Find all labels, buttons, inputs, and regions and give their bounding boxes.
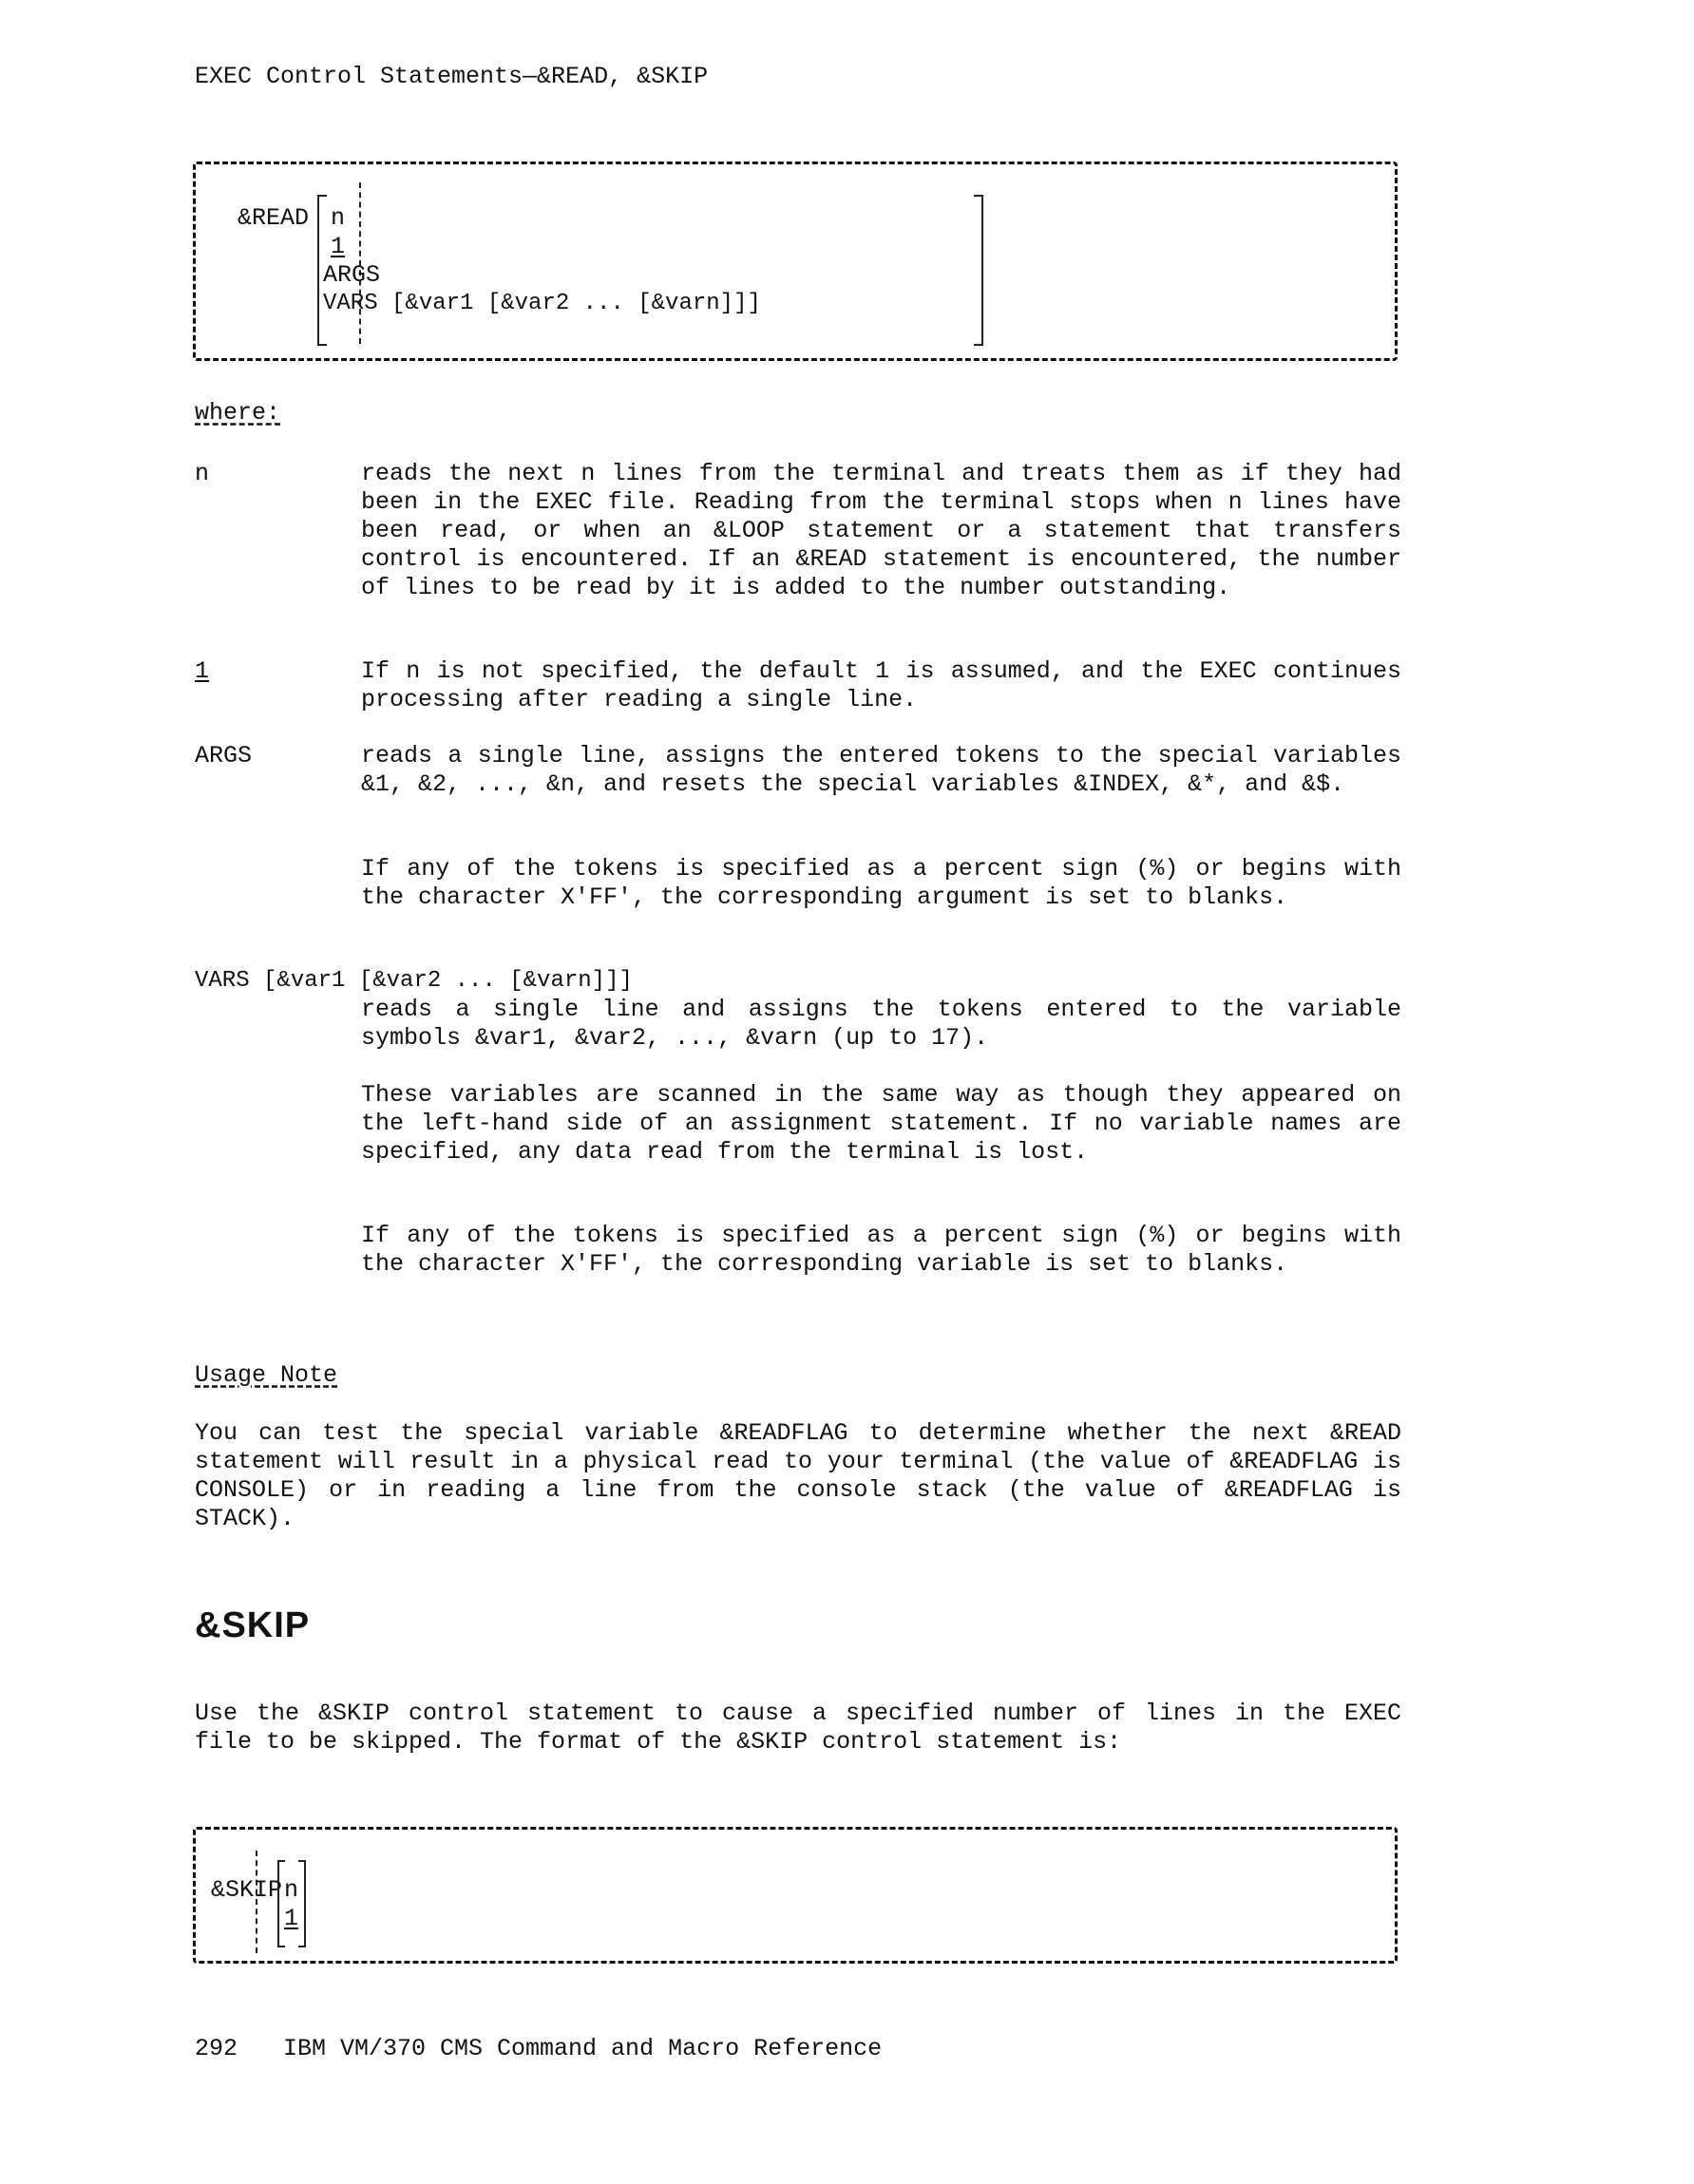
definition-vars-scan-note: These variables are scanned in the same way as though they appeared on the left-hand side of an assignment statement. If no variable names are specified, any data read from the terminal is lost. xyxy=(361,1081,1401,1166)
read-options-right-bracket xyxy=(974,195,983,346)
term-default-1: 1 xyxy=(195,657,210,685)
skip-section-heading: &SKIP xyxy=(195,1605,311,1645)
definition-vars-blank-note: If any of the tokens is specified as a percent sign (%) or begins with the character X'FF', the corresponding variable is set to blanks. xyxy=(361,1222,1401,1278)
term-vars: VARS [&var1 [&var2 ... [&varn]]] xyxy=(195,968,633,994)
definition-args-note: If any of the tokens is specified as a percent sign (%) or begins with the character X'FF', the corresponding argument is set to blanks. xyxy=(361,855,1401,911)
read-option-args: ARGS xyxy=(323,261,381,289)
read-command: &READ xyxy=(238,204,310,232)
definition-1-text: If n is not specified, the default 1 is assumed, and the EXEC continues processing after reading a single line. xyxy=(361,657,1401,713)
skip-option-n: n xyxy=(284,1876,299,1904)
term-args: ARGS xyxy=(195,742,253,769)
term-n: n xyxy=(195,460,210,487)
usage-note-text: You can test the special variable &READFLAG to determine whether the next &READ statement will result in a physical read to your terminal (the value of &READFLAG is CONSOLE) or in reading a line from the console stack (the value of &READFLAG is STACK). xyxy=(195,1419,1401,1532)
page-number: 292 xyxy=(195,2035,238,2062)
skip-option-default-1: 1 xyxy=(284,1905,299,1932)
skip-command: &SKIP xyxy=(211,1876,283,1904)
skip-intro-text: Use the &SKIP control statement to cause a specified number of lines in the EXEC file to be skipped. The format of the &SKIP control statement is: xyxy=(195,1700,1401,1756)
read-option-default-1: 1 xyxy=(331,233,346,260)
skip-options-right-bracket xyxy=(298,1860,306,1947)
where-label: where: xyxy=(195,399,281,427)
read-option-n: n xyxy=(331,204,346,232)
book-title: IBM VM/370 CMS Command and Macro Reference xyxy=(283,2035,883,2062)
definition-n-text: reads the next n lines from the terminal and treats them as if they had been in the EXEC file. Reading from the terminal stops when n lines have been read, or when an &LOOP statement or a statement that transfers control is encountered. If an &READ statement is encountered, the number of lines to be read by it is added to the number outstanding. xyxy=(361,460,1401,601)
usage-note-heading: Usage Note xyxy=(195,1361,338,1389)
definition-args-text: reads a single line, assigns the entered tokens to the special variables &1, &2, ..., &n, and resets the special variables &INDEX, &*, and &$. xyxy=(361,742,1401,798)
read-option-vars: VARS [&var1 [&var2 ... [&varn]]] xyxy=(323,291,761,316)
definition-vars-text: reads a single line and assigns the tokens entered to the variable symbols &var1, &var2, ..., &varn (up to 17). xyxy=(361,996,1401,1052)
skip-box-border xyxy=(193,1827,1398,1964)
running-header: EXEC Control Statements—&READ, &SKIP xyxy=(195,63,709,90)
